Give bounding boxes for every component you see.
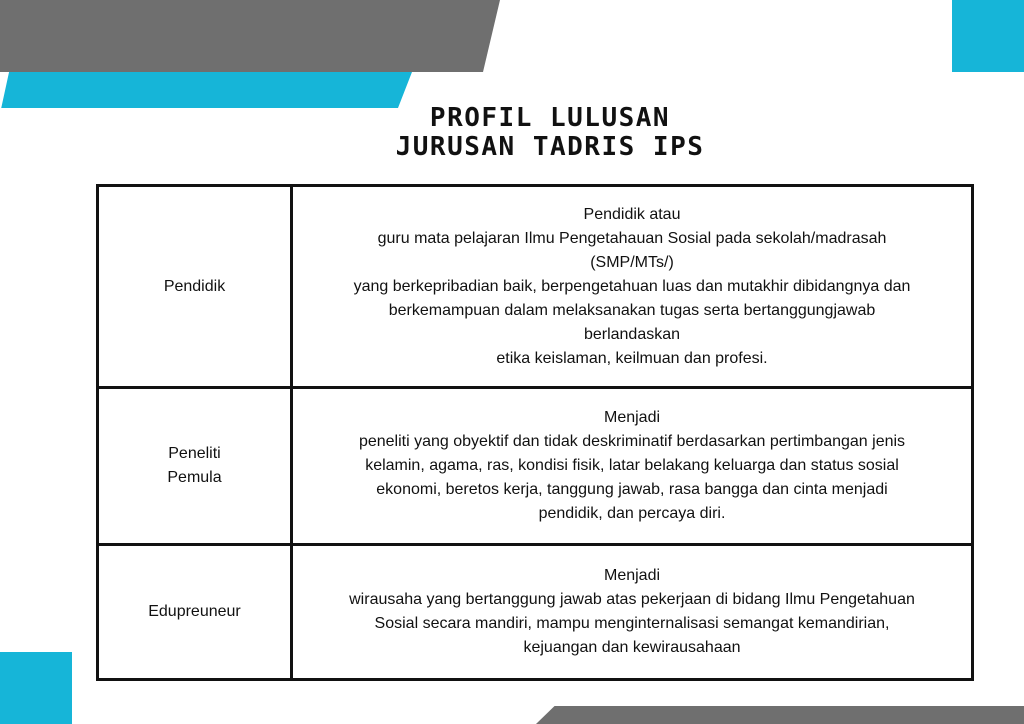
decor-gray-band-bottom — [536, 706, 1024, 724]
description-line: etika keislaman, keilmuan dan profesi. — [496, 349, 768, 367]
role-label: Pemula — [167, 469, 222, 486]
description-line: (SMP/MTs/) — [590, 253, 674, 271]
table-row-pendidik — [98, 186, 973, 388]
description-line: kelamin, agama, ras, kondisi fisik, latar belakang keluarga dan status sosial — [365, 457, 899, 474]
description-line: Menjadi — [603, 409, 661, 426]
description-line: Pendidik atau — [583, 205, 681, 223]
decor-cyan-square-bottom-left — [0, 652, 72, 724]
description-line: peneliti yang obyektif dan tidak deskriminatif berdasarkan pertimbangan jenis — [358, 433, 906, 450]
table-row-edupreuneur — [98, 545, 973, 680]
description-cell — [292, 388, 973, 545]
description-line: Sosial secara mandiri, mampu menginternalisasi semangat kemandirian, — [374, 615, 890, 632]
decor-gray-band-top — [0, 0, 500, 72]
description-line: berlandaskan — [583, 325, 681, 343]
table-row-peneliti-pemula — [98, 388, 973, 545]
role-label: Peneliti — [168, 445, 221, 462]
decor-cyan-square-top-right — [952, 0, 1024, 72]
description-line: pendidik, dan percaya diri. — [538, 505, 726, 522]
role-label: Pendidik — [163, 277, 226, 295]
page-title-line-2: JURUSAN TADRIS IPS — [395, 132, 705, 162]
description-line: wirausaha yang bertanggung jawab atas pekerjaan di bidang Ilmu Pengetahuan — [349, 591, 915, 608]
decor-cyan-band-top — [0, 72, 412, 108]
description-line: yang berkepribadian baik, berpengetahuan luas dan mutakhir dibidangnya dan — [353, 277, 911, 295]
role-label: Edupreuneur — [148, 603, 241, 620]
graduate-profile-table — [96, 184, 974, 681]
description-line: berkemampuan dalam melaksanakan tugas serta bertanggungjawab — [388, 301, 876, 319]
description-line: ekonomi, beretos kerja, tanggung jawab, rasa bangga dan cinta menjadi — [376, 481, 888, 498]
description-cell — [292, 545, 973, 680]
description-line: kejuangan dan kewirausahaan — [523, 639, 741, 656]
role-cell — [98, 545, 292, 680]
role-cell — [98, 388, 292, 545]
role-cell — [98, 186, 292, 388]
description-line: guru mata pelajaran Ilmu Pengetahauan Sosial pada sekolah/madrasah — [377, 229, 887, 247]
description-cell — [292, 186, 973, 388]
description-line: Menjadi — [603, 567, 661, 584]
page-title-line-1: PROFIL LULUSAN — [429, 103, 671, 133]
page-title — [330, 104, 770, 162]
